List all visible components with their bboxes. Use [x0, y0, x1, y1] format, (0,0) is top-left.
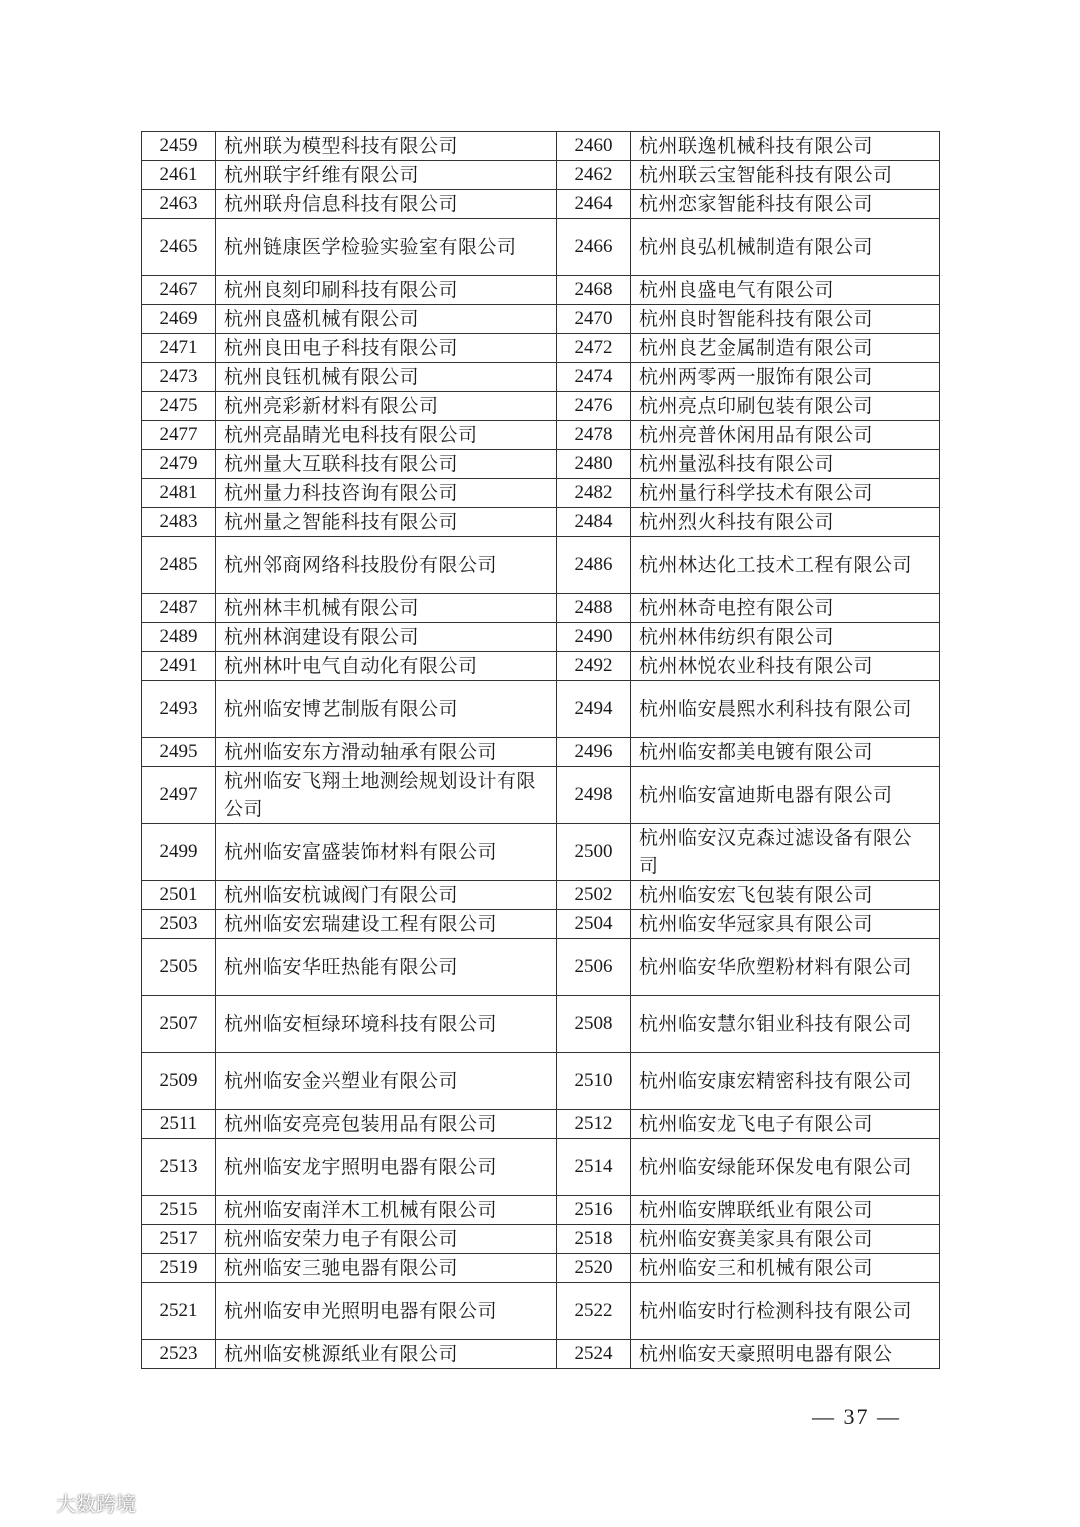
- row-number: 2494: [557, 681, 631, 738]
- company-name: 杭州临安华旺热能有限公司: [216, 939, 557, 996]
- table-row: [142, 479, 940, 508]
- table-row: [142, 1225, 940, 1254]
- table-row: [142, 996, 940, 1053]
- company-name: 杭州林奇电控有限公司: [631, 594, 940, 623]
- watermark: [10, 1488, 136, 1517]
- row-number: 2486: [557, 537, 631, 594]
- company-name: 杭州临安宏飞包装有限公司: [631, 881, 940, 910]
- row-number: 2479: [142, 450, 216, 479]
- row-number: 2472: [557, 334, 631, 363]
- company-name: 杭州链康医学检验实验室有限公司: [216, 219, 557, 276]
- table-row: [142, 508, 940, 537]
- row-number: 2522: [557, 1283, 631, 1340]
- company-name: 杭州临安桓绿环境科技有限公司: [216, 996, 557, 1053]
- row-number: 2496: [557, 738, 631, 767]
- row-number: 2489: [142, 623, 216, 652]
- row-number: 2462: [557, 161, 631, 190]
- company-name: 杭州临安荣力电子有限公司: [216, 1225, 557, 1254]
- watermark-text: 大数跨境: [56, 1492, 136, 1516]
- table-row: [142, 363, 940, 392]
- company-name: 杭州林达化工技术工程有限公司: [631, 537, 940, 594]
- company-name: 杭州临安申光照明电器有限公司: [216, 1283, 557, 1340]
- company-name: 杭州临安东方滑动轴承有限公司: [216, 738, 557, 767]
- row-number: 2517: [142, 1225, 216, 1254]
- row-number: 2468: [557, 276, 631, 305]
- table-row: [142, 450, 940, 479]
- row-number: 2507: [142, 996, 216, 1053]
- row-number: 2465: [142, 219, 216, 276]
- row-number: 2505: [142, 939, 216, 996]
- table-row: [142, 881, 940, 910]
- row-number: 2519: [142, 1254, 216, 1283]
- row-number: 2520: [557, 1254, 631, 1283]
- company-name: 杭州两零两一服饰有限公司: [631, 363, 940, 392]
- row-number: 2469: [142, 305, 216, 334]
- row-number: 2466: [557, 219, 631, 276]
- row-number: 2482: [557, 479, 631, 508]
- row-number: 2514: [557, 1139, 631, 1196]
- company-name: 杭州亮彩新材料有限公司: [216, 392, 557, 421]
- row-number: 2504: [557, 910, 631, 939]
- company-name: 杭州良钰机械有限公司: [216, 363, 557, 392]
- row-number: 2483: [142, 508, 216, 537]
- company-name: 杭州临安南洋木工机械有限公司: [216, 1196, 557, 1225]
- row-number: 2467: [142, 276, 216, 305]
- company-name: 杭州联宇纤维有限公司: [216, 161, 557, 190]
- row-number: 2523: [142, 1340, 216, 1369]
- table-row: [142, 276, 940, 305]
- row-number: 2474: [557, 363, 631, 392]
- company-list-table: [141, 131, 940, 1369]
- row-number: 2481: [142, 479, 216, 508]
- row-number: 2521: [142, 1283, 216, 1340]
- row-number: 2488: [557, 594, 631, 623]
- table-row: [142, 1139, 940, 1196]
- row-number: 2501: [142, 881, 216, 910]
- row-number: 2499: [142, 824, 216, 881]
- company-name: 杭州联云宝智能科技有限公司: [631, 161, 940, 190]
- table-row: [142, 1110, 940, 1139]
- table-row: [142, 1254, 940, 1283]
- company-name: 杭州临安博艺制版有限公司: [216, 681, 557, 738]
- row-number: 2498: [557, 767, 631, 824]
- company-name: 杭州亮普休闲用品有限公司: [631, 421, 940, 450]
- row-number: 2460: [557, 132, 631, 161]
- row-number: 2491: [142, 652, 216, 681]
- company-name: 杭州临安三和机械有限公司: [631, 1254, 940, 1283]
- row-number: 2503: [142, 910, 216, 939]
- row-number: 2510: [557, 1053, 631, 1110]
- company-name: 杭州恋家智能科技有限公司: [631, 190, 940, 219]
- company-name: 杭州临安汉克森过滤设备有限公司: [631, 824, 940, 881]
- row-number: 2509: [142, 1053, 216, 1110]
- row-number: 2511: [142, 1110, 216, 1139]
- table-row: [142, 421, 940, 450]
- company-name: 杭州临安华欣塑粉材料有限公司: [631, 939, 940, 996]
- company-name: 杭州烈火科技有限公司: [631, 508, 940, 537]
- company-name: 杭州良时智能科技有限公司: [631, 305, 940, 334]
- table-row: [142, 594, 940, 623]
- row-number: 2508: [557, 996, 631, 1053]
- table-row: [142, 1053, 940, 1110]
- table-row: [142, 623, 940, 652]
- row-number: 2490: [557, 623, 631, 652]
- company-name: 杭州临安时行检测科技有限公司: [631, 1283, 940, 1340]
- row-number: 2515: [142, 1196, 216, 1225]
- row-number: 2495: [142, 738, 216, 767]
- row-number: 2470: [557, 305, 631, 334]
- table-row: [142, 132, 940, 161]
- row-number: 2502: [557, 881, 631, 910]
- table-row: [142, 681, 940, 738]
- table-row: [142, 334, 940, 363]
- company-name: 杭州临安慧尔钼业科技有限公司: [631, 996, 940, 1053]
- row-number: 2475: [142, 392, 216, 421]
- company-name: 杭州良艺金属制造有限公司: [631, 334, 940, 363]
- row-number: 2463: [142, 190, 216, 219]
- watermark-logo-icon: [10, 1492, 50, 1514]
- table-row: [142, 161, 940, 190]
- company-name: 杭州量行科学技术有限公司: [631, 479, 940, 508]
- row-number: 2500: [557, 824, 631, 881]
- company-name: 杭州林悦农业科技有限公司: [631, 652, 940, 681]
- row-number: 2478: [557, 421, 631, 450]
- company-name: 杭州良盛电气有限公司: [631, 276, 940, 305]
- table-row: [142, 392, 940, 421]
- company-name: 杭州临安晨熙水利科技有限公司: [631, 681, 940, 738]
- table-row: [142, 738, 940, 767]
- company-name: 杭州良田电子科技有限公司: [216, 334, 557, 363]
- company-name: 杭州林丰机械有限公司: [216, 594, 557, 623]
- company-name: 杭州良盛机械有限公司: [216, 305, 557, 334]
- company-name: 杭州良刻印刷科技有限公司: [216, 276, 557, 305]
- company-name: 杭州林伟纺织有限公司: [631, 623, 940, 652]
- table-row: [142, 190, 940, 219]
- row-number: 2485: [142, 537, 216, 594]
- row-number: 2464: [557, 190, 631, 219]
- row-number: 2524: [557, 1340, 631, 1369]
- company-name: 杭州临安宏瑞建设工程有限公司: [216, 910, 557, 939]
- row-number: 2493: [142, 681, 216, 738]
- company-name: 杭州临安绿能环保发电有限公司: [631, 1139, 940, 1196]
- company-name: 杭州临安康宏精密科技有限公司: [631, 1053, 940, 1110]
- company-name: 杭州量泓科技有限公司: [631, 450, 940, 479]
- company-name: 杭州量之智能科技有限公司: [216, 508, 557, 537]
- company-name: 杭州临安赛美家具有限公司: [631, 1225, 940, 1254]
- page-number: — 37 —: [812, 1404, 901, 1429]
- company-name: 杭州临安牌联纸业有限公司: [631, 1196, 940, 1225]
- company-name: 杭州亮点印刷包装有限公司: [631, 392, 940, 421]
- company-name: 杭州联舟信息科技有限公司: [216, 190, 557, 219]
- company-name: 杭州量力科技咨询有限公司: [216, 479, 557, 508]
- company-name: 杭州量大互联科技有限公司: [216, 450, 557, 479]
- company-name: 杭州临安华冠家具有限公司: [631, 910, 940, 939]
- company-name: 杭州临安金兴塑业有限公司: [216, 1053, 557, 1110]
- row-number: 2497: [142, 767, 216, 824]
- company-name: 杭州临安桃源纸业有限公司: [216, 1340, 557, 1369]
- company-name: 杭州临安富盛装饰材料有限公司: [216, 824, 557, 881]
- row-number: 2492: [557, 652, 631, 681]
- row-number: 2506: [557, 939, 631, 996]
- company-name: 杭州临安天豪照明电器有限公: [631, 1340, 940, 1369]
- row-number: 2487: [142, 594, 216, 623]
- row-number: 2471: [142, 334, 216, 363]
- table-row: [142, 219, 940, 276]
- row-number: 2477: [142, 421, 216, 450]
- table-row: [142, 910, 940, 939]
- table-row: [142, 537, 940, 594]
- row-number: 2459: [142, 132, 216, 161]
- row-number: 2518: [557, 1225, 631, 1254]
- row-number: 2480: [557, 450, 631, 479]
- company-name: 杭州林叶电气自动化有限公司: [216, 652, 557, 681]
- table-row: [142, 305, 940, 334]
- table-row: [142, 939, 940, 996]
- table-row: [142, 1340, 940, 1369]
- row-number: 2512: [557, 1110, 631, 1139]
- company-name: 杭州联为模型科技有限公司: [216, 132, 557, 161]
- company-name: 杭州联逸机械科技有限公司: [631, 132, 940, 161]
- company-name: 杭州临安飞翔土地测绘规划设计有限公司: [216, 767, 557, 824]
- company-name: 杭州临安杭诚阀门有限公司: [216, 881, 557, 910]
- company-name: 杭州临安富迪斯电器有限公司: [631, 767, 940, 824]
- company-name: 杭州临安龙飞电子有限公司: [631, 1110, 940, 1139]
- row-number: 2484: [557, 508, 631, 537]
- row-number: 2461: [142, 161, 216, 190]
- table-row: [142, 1283, 940, 1340]
- company-name: 杭州临安龙宇照明电器有限公司: [216, 1139, 557, 1196]
- company-name: 杭州临安三驰电器有限公司: [216, 1254, 557, 1283]
- table-row: [142, 767, 940, 824]
- row-number: 2513: [142, 1139, 216, 1196]
- company-name: 杭州临安亮亮包装用品有限公司: [216, 1110, 557, 1139]
- row-number: 2516: [557, 1196, 631, 1225]
- table-row: [142, 824, 940, 881]
- company-name: 杭州良弘机械制造有限公司: [631, 219, 940, 276]
- row-number: 2473: [142, 363, 216, 392]
- company-name: 杭州临安都美电镀有限公司: [631, 738, 940, 767]
- table-row: [142, 1196, 940, 1225]
- row-number: 2476: [557, 392, 631, 421]
- company-name: 杭州林润建设有限公司: [216, 623, 557, 652]
- company-name: 杭州亮晶睛光电科技有限公司: [216, 421, 557, 450]
- company-name: 杭州邻商网络科技股份有限公司: [216, 537, 557, 594]
- table-body: [142, 132, 940, 1369]
- table-row: [142, 652, 940, 681]
